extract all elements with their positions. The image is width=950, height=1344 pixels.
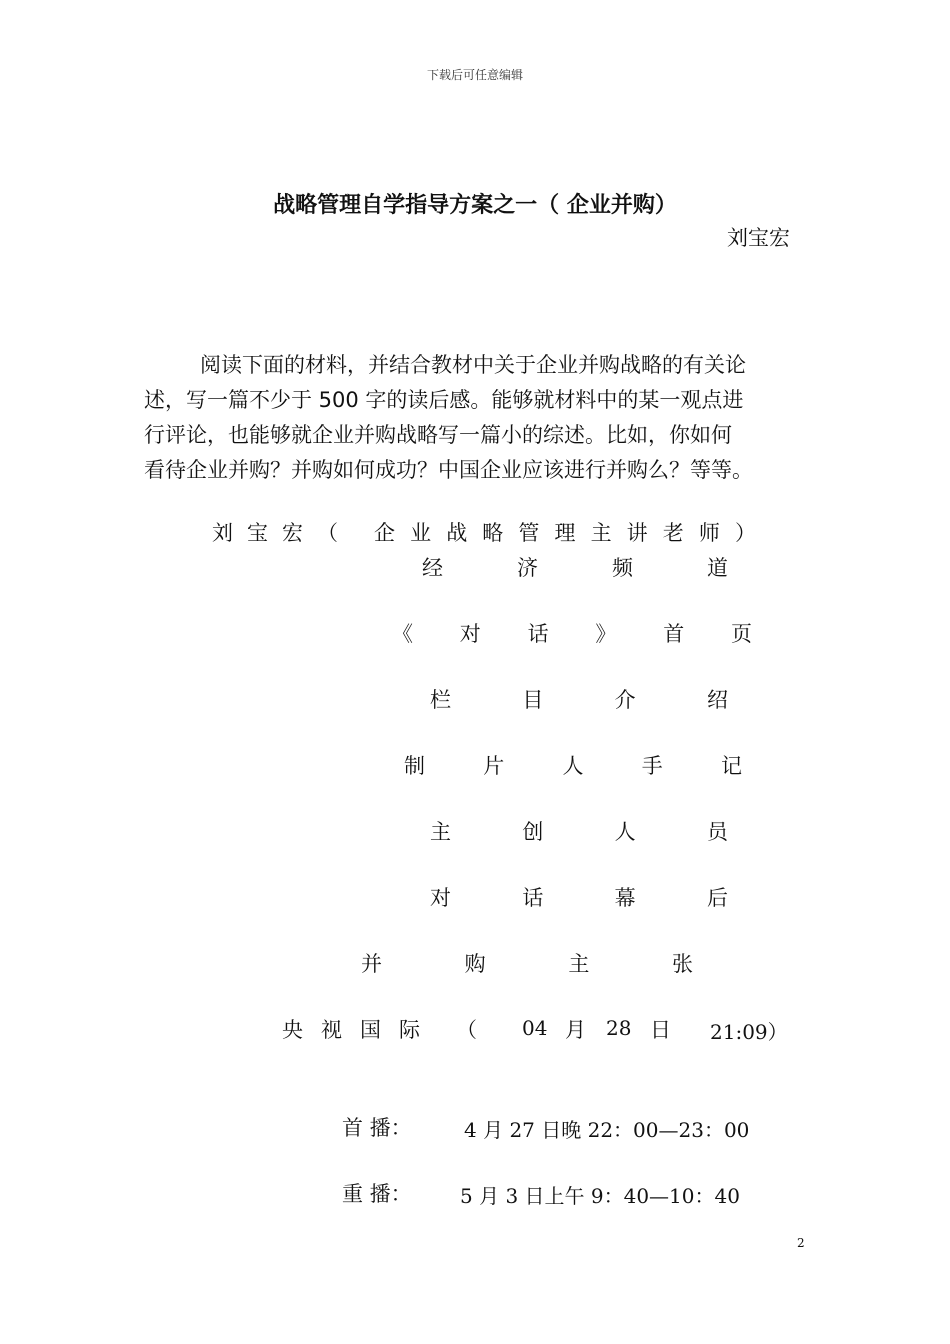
- credit-char: 师: [698, 521, 720, 545]
- menu-char: 介: [614, 688, 636, 712]
- rerun-label: 重 播：: [342, 1182, 412, 1206]
- heading-char: 张: [671, 952, 693, 976]
- menu-char: 页: [730, 622, 752, 646]
- menu-char: 首: [663, 622, 685, 646]
- menu-channel[interactable]: [422, 552, 728, 582]
- paragraph-line: 阅读下面的材料，并结合教材中关于企业并购战略的有关论: [200, 353, 746, 377]
- menu-char: 道: [707, 556, 728, 580]
- paragraph-line: 看待企业并购？并购如何成功？中国企业应该进行并购么？等等。: [144, 458, 753, 482]
- paragraph-line: 述，写一篇不少于 500 字的读后感。能够就材料中的某一观点进: [144, 388, 744, 412]
- menu-char: 手: [641, 754, 663, 778]
- credit-char: 理: [554, 521, 576, 545]
- credit-char: 主: [590, 521, 612, 545]
- menu-char: 经: [422, 556, 443, 580]
- merger-topic-heading: [361, 948, 693, 978]
- menu-producer-notes[interactable]: [404, 750, 742, 780]
- menu-char: 《: [392, 622, 413, 646]
- credit-role: [374, 517, 756, 547]
- dateline-source: [282, 1014, 420, 1044]
- menu-dialogue-home[interactable]: [392, 618, 752, 648]
- menu-char: 员: [706, 820, 728, 844]
- heading-char: 并: [361, 952, 382, 976]
- credit-name: [212, 517, 338, 547]
- menu-char: 栏: [430, 688, 451, 712]
- credit-char: 管: [518, 521, 540, 545]
- credit-char: 略: [482, 521, 504, 545]
- author-name: 刘宝宏: [727, 226, 790, 250]
- menu-char: 济: [517, 556, 538, 580]
- menu-char: 话: [527, 622, 549, 646]
- menu-char: 人: [614, 820, 636, 844]
- assignment-paragraph: [144, 348, 824, 488]
- menu-char: 目: [522, 688, 544, 712]
- dateline-month-num: 04: [522, 1016, 548, 1040]
- dateline-char: 国: [360, 1018, 381, 1042]
- heading-char: 主: [568, 952, 590, 976]
- page-number: 2: [797, 1236, 805, 1250]
- dateline-open-paren: （: [456, 1018, 477, 1042]
- rerun-time: 5 月 3 日上午 9：40—10：40: [460, 1184, 740, 1208]
- menu-char: 制: [404, 754, 425, 778]
- dateline-month: 月: [565, 1018, 586, 1042]
- credit-char: （: [317, 521, 338, 545]
- menu-char: 片: [483, 754, 505, 778]
- document-title: 战略管理自学指导方案之一（ 企业并购）: [273, 193, 677, 218]
- dateline-char: 央: [282, 1018, 303, 1042]
- menu-char: 绍: [706, 688, 728, 712]
- paragraph-line: 行评论，也能够就企业并购战略写一篇小的综述。比如，你如何: [144, 423, 732, 447]
- credit-char: 刘: [212, 521, 233, 545]
- credit-char: ）: [734, 521, 756, 545]
- dateline-char: 际: [399, 1018, 420, 1042]
- heading-char: 购: [464, 952, 486, 976]
- credit-char: 战: [446, 521, 468, 545]
- menu-char: 主: [430, 820, 451, 844]
- dateline-time: 21:09）: [710, 1020, 788, 1044]
- page-header: 下载后可任意编辑: [426, 68, 523, 82]
- dateline-day-num: 28: [606, 1016, 632, 1040]
- menu-char: 对: [459, 622, 481, 646]
- menu-behind-scenes[interactable]: [430, 882, 728, 912]
- menu-char: 频: [612, 556, 633, 580]
- credit-char: 企: [374, 521, 395, 545]
- menu-char: 后: [706, 886, 728, 910]
- dateline-char: 视: [321, 1018, 342, 1042]
- menu-char: 》: [595, 622, 617, 646]
- menu-char: 创: [522, 820, 544, 844]
- credit-char: 宝: [247, 521, 268, 545]
- first-broadcast-time: 4 月 27 日晚 22：00—23：00: [464, 1118, 750, 1142]
- first-broadcast-label: 首 播：: [342, 1116, 412, 1140]
- credit-char: 讲: [626, 521, 648, 545]
- menu-char: 人: [562, 754, 584, 778]
- menu-char: 记: [721, 754, 742, 778]
- credit-char: 宏: [282, 521, 303, 545]
- menu-char: 话: [522, 886, 544, 910]
- menu-char: 幕: [614, 886, 636, 910]
- credit-char: 老: [662, 521, 684, 545]
- menu-staff[interactable]: [430, 816, 728, 846]
- credit-char: 业: [410, 521, 432, 545]
- menu-program-intro[interactable]: [430, 684, 728, 714]
- dateline-day: 日: [650, 1018, 671, 1042]
- menu-char: 对: [430, 886, 451, 910]
